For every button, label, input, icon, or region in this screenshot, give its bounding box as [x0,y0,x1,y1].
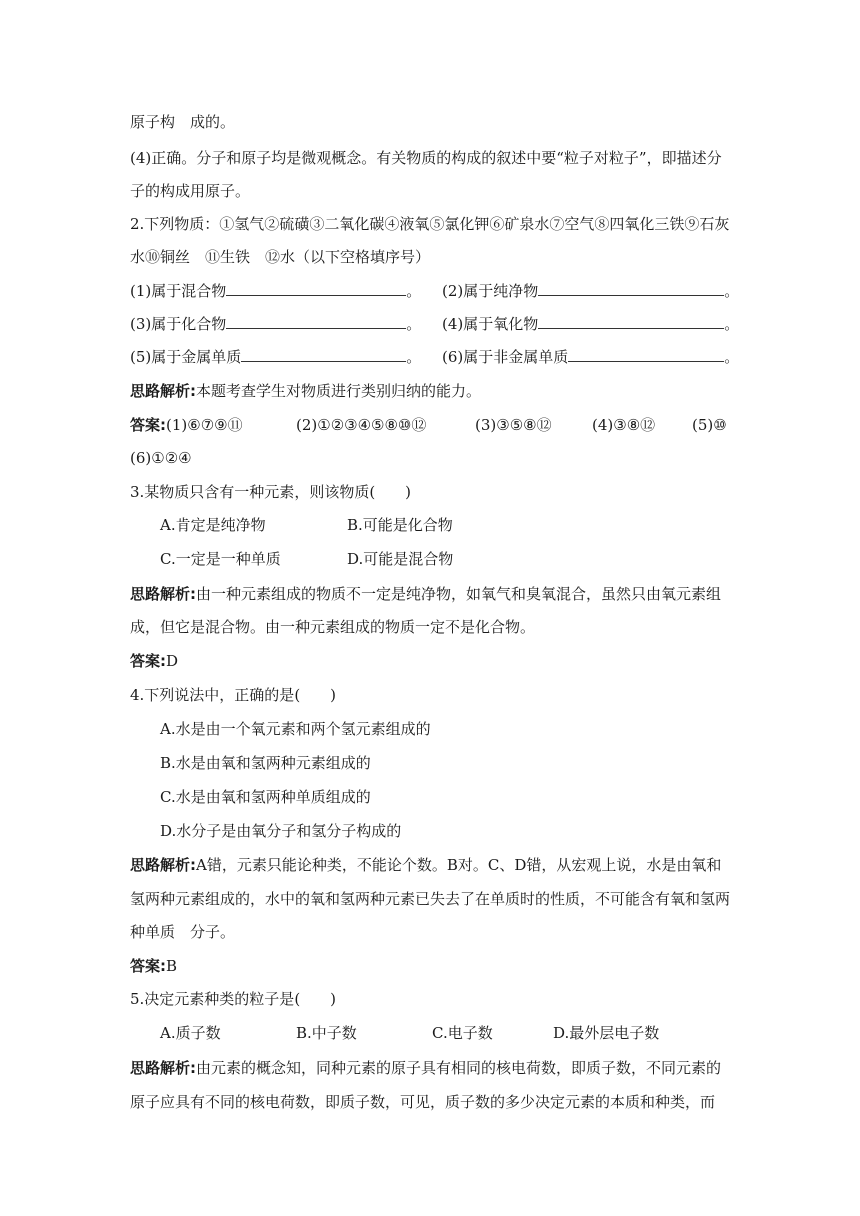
analysis-line [130,584,721,604]
period: 。 [724,282,740,300]
answer-blank[interactable] [568,347,724,362]
option-d: D.最外层电子数 [553,1024,660,1042]
analysis-line [130,381,481,401]
fill-label: (6)属于非金属单质 [442,348,569,366]
analysis-text: 由元素的概念知，同种元素的原子具有相同的核电荷数，即质子数，不同元素的 [196,1059,722,1077]
fill-label: (2)属于纯净物 [442,282,539,300]
analysis-text: 本题考查学生对物质进行类别归纳的能力。 [196,382,482,400]
answer-blank[interactable] [226,281,406,296]
option-d: D.可能是混合物 [347,550,454,568]
analysis-label: 思路解析: [130,1059,196,1077]
answer-text: (3)③⑤⑧⑫ [475,416,552,434]
option-c: C.电子数 [432,1024,493,1042]
answer-blank[interactable] [538,281,724,296]
answer-blank[interactable] [538,314,724,329]
answer-blank[interactable] [226,314,406,329]
answer-label: 答案: [130,957,166,975]
period: 。 [406,315,422,333]
option-d: D.水分子是由氧分子和氢分子构成的 [160,822,402,840]
analysis-line: 原子应具有不同的核电荷数，即质子数，可见，质子数的多少决定元素的本质和种类，而 [130,1093,716,1111]
analysis-label: 思路解析: [130,382,196,400]
option-c: C.水是由氧和氢两种单质组成的 [160,788,371,806]
analysis-line: 成，但它是混合物。由一种元素组成的物质一定不是化合物。 [130,618,536,636]
option-a: A.水是由一个氧元素和两个氢元素组成的 [160,720,431,738]
question-4-stem: 4.下列说法中，正确的是( ) [130,686,337,704]
text-line: 子的构成用原子。 [130,182,251,200]
period: 。 [724,348,740,366]
answer-text: (1)⑥⑦⑨⑪ [166,416,243,434]
option-a: A.质子数 [160,1024,221,1042]
period: 。 [724,315,740,333]
answer-text: (6)①②④ [130,449,192,467]
analysis-line: 种单质 分子。 [130,923,236,941]
answer-label: 答案: [130,652,166,670]
answer-text: (5)⑩ [692,416,727,434]
option-c: C.一定是一种单质 [160,550,281,568]
fill-label: (5)属于金属单质 [130,348,242,366]
period: 。 [406,282,422,300]
period: 。 [406,348,422,366]
question-2-stem-cont: 水⑩铜丝 ⑪生铁 ⑫水（以下空格填序号） [130,248,431,266]
text-line: 原子构 成的。 [130,113,236,131]
analysis-label: 思路解析: [130,856,196,874]
fill-label: (1)属于混合物 [130,282,227,300]
answer-line [130,956,177,976]
option-b: B.可能是化合物 [347,516,453,534]
answer-text: (4)③⑧⑫ [592,416,656,434]
question-5-stem: 5.决定元素种类的粒子是( ) [130,990,337,1008]
answer-line [130,651,178,671]
option-b: B.中子数 [296,1024,357,1042]
question-3-stem: 3.某物质只含有一种元素，则该物质( ) [130,483,412,501]
answer-blank[interactable] [241,347,406,362]
fill-label: (4)属于氧化物 [442,315,539,333]
fill-label: (3)属于化合物 [130,315,227,333]
analysis-line [130,855,721,875]
analysis-line: 氢两种元素组成的，水中的氧和氢两种元素已失去了在单质时的性质，不可能含有氧和氢两 [130,890,731,908]
text-line: (4)正确。分子和原子均是微观概念。有关物质的构成的叙述中要“粒子对粒子”，即描述分 [130,149,722,167]
option-a: A.肯定是纯净物 [160,516,266,534]
answer-label: 答案: [130,416,166,434]
analysis-text: 由一种元素组成的物质不一定是纯净物，如氧气和臭氧混合，虽然只由氧元素组 [196,585,722,603]
answer-text: B [166,957,178,975]
analysis-line [130,1058,721,1078]
analysis-text: A错，元素只能论种类，不能论个数。B对。C、D错，从宏观上说，水是由氧和 [196,856,722,874]
option-b: B.水是由氧和氢两种元素组成的 [160,754,371,772]
analysis-label: 思路解析: [130,585,196,603]
question-2-stem: 2.下列物质：①氢气②硫磺③二氧化碳④液氧⑤氯化钾⑥矿泉水⑦空气⑧四氧化三铁⑨石灰 [130,215,730,233]
answer-text: D [166,652,179,670]
answer-text: (2)①②③④⑤⑧⑩⑫ [296,416,427,434]
